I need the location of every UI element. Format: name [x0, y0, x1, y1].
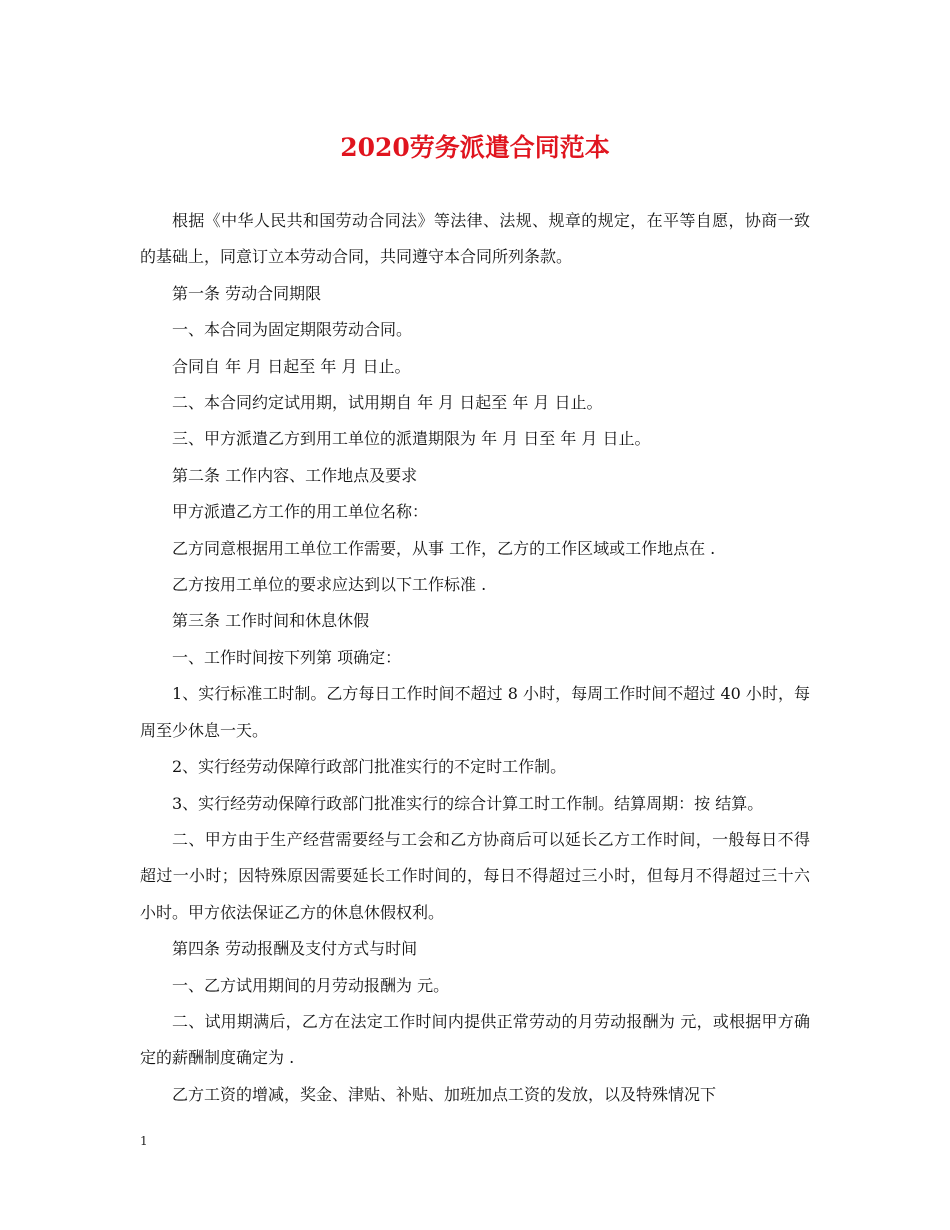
page-number: 1 — [140, 1134, 148, 1148]
paragraph: 二、试用期满后，乙方在法定工作时间内提供正常劳动的月劳动报酬为 元，或根据甲方确定的薪酬制度确定为 . — [140, 1011, 810, 1068]
paragraph: 3、实行经劳动保障行政部门批准实行的综合计算工时工作制。结算周期：按 结算。 — [172, 793, 764, 813]
paragraph: 一、工作时间按下列第 项确定： — [172, 647, 402, 667]
document-body — [140, 203, 810, 1113]
paragraph: 二、本合同约定试用期，试用期自 年 月 日起至 年 月 日止。 — [172, 393, 603, 413]
paragraph: 1、实行标准工时制。乙方每日工作时间不超过 8 小时，每周工作时间不超过 40 小时，每周至少休息一天。 — [140, 684, 810, 740]
paragraph: 一、本合同为固定期限劳动合同。 — [172, 320, 413, 340]
document-title: 2020劳务派遣合同范本 — [340, 133, 610, 162]
article-heading-2: 第二条 工作内容、工作地点及要求 — [172, 465, 418, 485]
paragraph: 2、实行经劳动保障行政部门批准实行的不定时工作制。 — [172, 757, 567, 777]
paragraph-preamble: 根据《中华人民共和国劳动合同法》等法律、法规、规章的规定，在平等自愿，协商一致的基础上，同意订立本劳动合同，共同遵守本合同所列条款。 — [140, 211, 810, 267]
article-heading-3: 第三条 工作时间和休息休假 — [172, 611, 370, 631]
paragraph: 乙方工资的增减，奖金、津贴、补贴、加班加点工资的发放，以及特殊情况下 — [172, 1084, 717, 1104]
paragraph: 乙方按用工单位的要求应达到以下工作标准 . — [172, 575, 487, 595]
paragraph: 甲方派遣乙方工作的用工单位名称： — [172, 502, 429, 522]
article-heading-1: 第一条 劳动合同期限 — [172, 283, 322, 303]
paragraph: 合同自 年 月 日起至 年 月 日止。 — [172, 356, 411, 376]
article-heading-4: 第四条 劳动报酬及支付方式与时间 — [172, 939, 418, 959]
paragraph: 二、甲方由于生产经营需要经与工会和乙方协商后可以延长乙方工作时间，一般每日不得超过一小时；因特殊原因需要延长工作时间的，每日不得超过三小时，但每月不得超过三十六小时。甲方依法保证乙方的休息休假权利。 — [140, 829, 810, 922]
paragraph: 一、乙方试用期间的月劳动报酬为 元。 — [172, 975, 450, 995]
paragraph: 三、甲方派遣乙方到用工单位的派遣期限为 年 月 日至 年 月 日止。 — [172, 429, 651, 449]
paragraph: 乙方同意根据用工单位工作需要，从事 工作，乙方的工作区域或工作地点在 . — [172, 538, 716, 558]
